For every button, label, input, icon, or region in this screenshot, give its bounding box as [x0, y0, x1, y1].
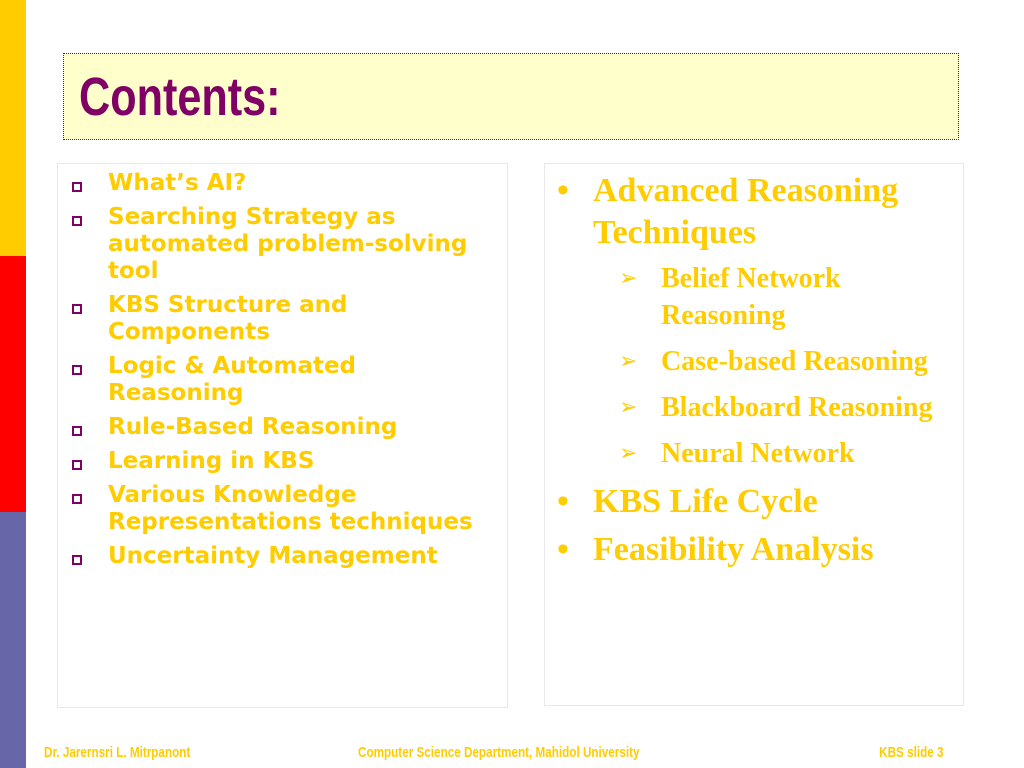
left-content-panel	[57, 163, 508, 708]
list-item-text: KBS Structure and Components	[108, 292, 348, 345]
arrow-bullet-icon: ➢	[619, 349, 638, 374]
accent-strip-red	[0, 256, 26, 512]
list-item	[58, 543, 507, 570]
sub-list-item	[593, 260, 953, 334]
list-item-text: Searching Strategy as automated problem-solving tool	[108, 204, 468, 284]
list-item-text: Various Knowledge Representations techniques	[108, 482, 473, 535]
list-item-text: Logic & Automated Reasoning	[108, 353, 357, 406]
square-bullet-icon	[72, 426, 82, 436]
list-item	[58, 204, 507, 285]
list-item	[58, 414, 507, 441]
square-bullet-icon	[72, 365, 82, 375]
dot-bullet-icon: •	[557, 531, 569, 568]
list-item-text: Advanced Reasoning Techniques	[593, 172, 899, 251]
footer-department: Computer Science Department, Mahidol University	[358, 744, 640, 761]
dot-bullet-icon: •	[557, 172, 569, 209]
sub-list-item	[593, 389, 953, 426]
square-bullet-icon	[72, 304, 82, 314]
list-item-text: KBS Life Cycle	[593, 483, 818, 520]
square-bullet-icon	[72, 460, 82, 470]
square-bullet-icon	[72, 182, 82, 192]
list-item	[58, 482, 507, 536]
list-item	[545, 481, 963, 523]
sub-list-item	[593, 343, 953, 380]
accent-strip-yellow	[0, 0, 26, 256]
right-content-panel	[544, 163, 964, 706]
sub-list-item	[593, 435, 953, 472]
list-item	[58, 292, 507, 346]
sub-list-item-text: Belief Network Reasoning	[661, 263, 841, 331]
slide-title: Contents:	[79, 67, 281, 127]
accent-strip-blue	[0, 512, 26, 768]
list-item	[58, 170, 507, 197]
list-item	[545, 170, 963, 472]
list-item-text: Learning in KBS	[108, 448, 315, 474]
list-item	[58, 448, 507, 475]
footer-author: Dr. Jarernsri L. Mitrpanont	[44, 744, 191, 761]
footer-slide-number: KBS slide 3	[879, 744, 944, 761]
square-bullet-icon	[72, 216, 82, 226]
list-item	[58, 353, 507, 407]
arrow-bullet-icon: ➢	[619, 266, 638, 291]
dot-bullet-icon: •	[557, 483, 569, 520]
list-item-text: Feasibility Analysis	[593, 531, 874, 568]
arrow-bullet-icon: ➢	[619, 395, 638, 420]
square-bullet-icon	[72, 555, 82, 565]
topics-list	[58, 164, 507, 570]
sub-list-item-text: Blackboard Reasoning	[661, 392, 933, 423]
list-item-text: What’s AI?	[108, 170, 247, 196]
advanced-topics-list	[545, 164, 963, 571]
list-item	[545, 529, 963, 571]
arrow-bullet-icon: ➢	[619, 441, 638, 466]
list-item-text: Rule-Based Reasoning	[108, 414, 398, 440]
list-item-text: Uncertainty Management	[108, 543, 438, 569]
square-bullet-icon	[72, 494, 82, 504]
sub-list-item-text: Neural Network	[661, 438, 855, 469]
title-box	[63, 53, 959, 140]
sub-list	[593, 260, 953, 472]
sub-list-item-text: Case-based Reasoning	[661, 346, 928, 377]
